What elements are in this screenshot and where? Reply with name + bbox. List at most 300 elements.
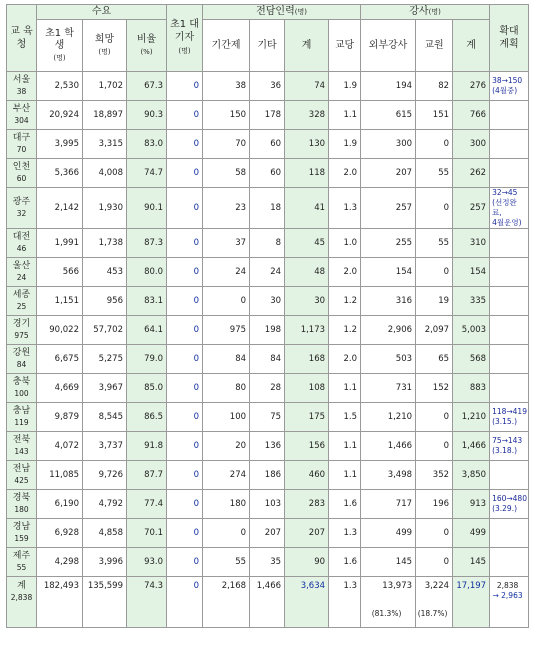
cell-tch: 196 [416,490,453,519]
cell-fixed: 150 [203,101,250,130]
cell-dratio: 1.1 [329,101,361,130]
cell-isum: 300 [453,130,490,159]
cell-tch: 55 [416,229,453,258]
cell-dsum: 156 [285,432,329,461]
cell-other: 103 [250,490,285,519]
total-fixed: 2,168 [203,577,250,628]
total-plan-b: → 2,963 [492,591,523,600]
cell-tch: 82 [416,72,453,101]
cell-isum: 5,003 [453,316,490,345]
region-name: 경남 [12,522,31,532]
cell-ext: 2,906 [361,316,416,345]
cell-hope: 3,315 [83,130,127,159]
cell-hope: 3,996 [83,548,127,577]
table-row [7,159,529,188]
table-total [7,577,529,628]
cell-plan [490,159,529,188]
cell-tch: 2,097 [416,316,453,345]
cell-fixed: 38 [203,72,250,101]
cell-plan [490,374,529,403]
cell-plan: 32→45 (선정완료, 4월운영) [490,188,529,229]
cell-plan [490,287,529,316]
cell-isum: 145 [453,548,490,577]
cell-fixed: 24 [203,258,250,287]
cell-plan [490,258,529,287]
cell-hope: 9,726 [83,461,127,490]
header-wait [167,5,203,72]
cell-dratio: 1.9 [329,72,361,101]
cell-dsum: 48 [285,258,329,287]
cell-isum: 766 [453,101,490,130]
cell-other: 75 [250,403,285,432]
cell-hope: 4,792 [83,490,127,519]
header-demand-ratio-label: 비율 [136,33,157,45]
cell-other: 30 [250,287,285,316]
row-region [7,159,37,188]
cell-fixed: 100 [203,403,250,432]
region-name: 서울 [12,75,31,85]
cell-elem: 1,991 [37,229,83,258]
cell-plan: 38→150 (4월중) [490,72,529,101]
cell-hope: 5,275 [83,345,127,374]
cell-isum: 310 [453,229,490,258]
cell-ratio: 87.3 [127,229,167,258]
header-instructor [361,5,490,20]
region-name: 부산 [12,104,31,114]
total-tch-cell [416,577,453,628]
total-dratio: 1.3 [329,577,361,628]
total-dsum: 3,634 [285,577,329,628]
region-name: 제주 [12,551,31,561]
cell-wait: 0 [167,101,203,130]
region-name: 충북 [12,377,31,387]
cell-dratio: 1.6 [329,490,361,519]
total-hope: 135,599 [83,577,127,628]
cell-ext: 316 [361,287,416,316]
cell-ratio: 91.8 [127,432,167,461]
header-ded-sum: 계 [285,20,329,72]
cell-ratio: 70.1 [127,519,167,548]
cell-plan [490,548,529,577]
cell-dsum: 108 [285,374,329,403]
cell-tch: 352 [416,461,453,490]
header-dedicated [203,5,361,20]
header-instructor-label: 강사 [409,6,429,17]
cell-elem: 20,924 [37,101,83,130]
cell-dsum: 118 [285,159,329,188]
cell-dsum: 41 [285,188,329,229]
region-name: 충남 [12,406,31,416]
cell-dratio: 2.0 [329,159,361,188]
region-name: 광주 [12,197,31,207]
cell-isum: 335 [453,287,490,316]
header-demand-hope-unit: (명) [98,47,111,56]
cell-isum: 262 [453,159,490,188]
cell-tch: 65 [416,345,453,374]
region-name: 전남 [12,464,31,474]
cell-ext: 194 [361,72,416,101]
region-name: 경북 [12,493,31,503]
header-dedicated-label: 전담인력 [256,6,295,17]
cell-ext: 154 [361,258,416,287]
cell-dratio: 1.0 [329,229,361,258]
cell-fixed: 80 [203,374,250,403]
cell-dsum: 30 [285,287,329,316]
cell-hope: 57,702 [83,316,127,345]
cell-other: 207 [250,519,285,548]
cell-ext: 717 [361,490,416,519]
region-name: 전북 [12,435,31,445]
cell-isum: 1,210 [453,403,490,432]
region-code: 119 [14,418,29,427]
table-row [7,403,529,432]
cell-dratio: 1.1 [329,432,361,461]
cell-fixed: 23 [203,188,250,229]
total-tch-pct: (18.7%) [417,609,448,618]
header-demand-elem-unit: (명) [53,53,66,62]
cell-isum: 1,466 [453,432,490,461]
cell-fixed: 58 [203,159,250,188]
cell-tch: 0 [416,432,453,461]
cell-dratio: 1.9 [329,130,361,159]
cell-fixed: 37 [203,229,250,258]
cell-elem: 9,879 [37,403,83,432]
total-tch: 3,224 [424,581,450,591]
region-code: 84 [16,360,27,369]
region-code: 425 [14,476,29,485]
total-isum: 17,197 [453,577,490,628]
cell-dratio: 1.3 [329,519,361,548]
total-elem: 182,493 [37,577,83,628]
plan-table-wrapper [6,4,528,628]
cell-tch: 0 [416,519,453,548]
table-row [7,519,529,548]
cell-elem: 2,142 [37,188,83,229]
cell-ratio: 67.3 [127,72,167,101]
header-ded-other: 기타 [250,20,285,72]
row-region [7,188,37,229]
table-row [7,258,529,287]
header-dedicated-unit: (명) [294,8,307,16]
table-row [7,229,529,258]
table-row [7,188,529,229]
cell-dratio: 2.0 [329,345,361,374]
cell-dsum: 207 [285,519,329,548]
row-region [7,374,37,403]
cell-isum: 913 [453,490,490,519]
cell-plan [490,316,529,345]
cell-ratio: 77.4 [127,490,167,519]
header-ins-teacher: 교원 [416,20,453,72]
table-row [7,101,529,130]
cell-hope: 4,858 [83,519,127,548]
cell-other: 60 [250,130,285,159]
cell-isum: 499 [453,519,490,548]
total-code: 2,838 [10,593,33,602]
cell-dratio: 1.6 [329,548,361,577]
cell-tch: 0 [416,403,453,432]
cell-ext: 731 [361,374,416,403]
cell-fixed: 70 [203,130,250,159]
header-ins-sum: 계 [453,20,490,72]
cell-other: 186 [250,461,285,490]
cell-dratio: 1.2 [329,287,361,316]
cell-wait: 0 [167,345,203,374]
cell-ratio: 83.0 [127,130,167,159]
table-row [7,345,529,374]
cell-fixed: 0 [203,287,250,316]
header-wait-unit: (명) [178,47,191,55]
header-demand-elem-label: 초1 학 생 [45,27,74,51]
cell-wait: 0 [167,188,203,229]
region-name: 대전 [12,232,31,242]
cell-elem: 4,298 [37,548,83,577]
cell-ext: 1,466 [361,432,416,461]
region-code: 70 [16,145,27,154]
region-name: 울산 [12,261,31,271]
cell-other: 35 [250,548,285,577]
cell-plan: 160→480 (3.29.) [490,490,529,519]
table-body [7,72,529,577]
cell-ratio: 93.0 [127,548,167,577]
cell-elem: 1,151 [37,287,83,316]
cell-fixed: 0 [203,519,250,548]
total-wait: 0 [167,577,203,628]
region-code: 100 [14,389,29,398]
table-row [7,461,529,490]
cell-dsum: 460 [285,461,329,490]
cell-ext: 207 [361,159,416,188]
cell-wait: 0 [167,403,203,432]
total-plan [490,577,529,628]
cell-dratio: 1.1 [329,374,361,403]
row-region [7,548,37,577]
cell-ratio: 90.1 [127,188,167,229]
cell-wait: 0 [167,461,203,490]
region-code: 55 [16,563,27,572]
row-region [7,101,37,130]
cell-elem: 90,022 [37,316,83,345]
cell-dsum: 74 [285,72,329,101]
cell-tch: 0 [416,548,453,577]
region-code: 180 [14,505,29,514]
table-row [7,72,529,101]
cell-wait: 0 [167,490,203,519]
cell-elem: 6,675 [37,345,83,374]
cell-tch: 0 [416,188,453,229]
cell-plan [490,345,529,374]
region-code: 32 [16,209,27,218]
cell-hope: 8,545 [83,403,127,432]
cell-tch: 55 [416,159,453,188]
cell-ratio: 90.3 [127,101,167,130]
row-region [7,345,37,374]
cell-plan [490,519,529,548]
row-region [7,229,37,258]
region-name: 대구 [12,133,31,143]
cell-other: 178 [250,101,285,130]
cell-ext: 255 [361,229,416,258]
cell-plan [490,130,529,159]
after-school-staffing-table [6,4,529,628]
cell-ratio: 86.5 [127,403,167,432]
table-row [7,316,529,345]
cell-dratio: 2.0 [329,258,361,287]
region-name: 인천 [12,162,31,172]
cell-ratio: 83.1 [127,287,167,316]
cell-wait: 0 [167,72,203,101]
cell-elem: 3,995 [37,130,83,159]
total-row [7,577,529,628]
cell-dsum: 328 [285,101,329,130]
total-plan-a: 2,838 [496,581,519,590]
region-code: 46 [16,244,27,253]
cell-other: 136 [250,432,285,461]
cell-dsum: 175 [285,403,329,432]
cell-wait: 0 [167,159,203,188]
cell-wait: 0 [167,258,203,287]
cell-dsum: 1,173 [285,316,329,345]
cell-wait: 0 [167,287,203,316]
cell-isum: 883 [453,374,490,403]
cell-elem: 4,669 [37,374,83,403]
cell-elem: 5,366 [37,159,83,188]
row-region [7,316,37,345]
header-demand-ratio [127,20,167,72]
cell-ext: 1,210 [361,403,416,432]
cell-isum: 276 [453,72,490,101]
region-code: 304 [14,116,29,125]
table-row [7,490,529,519]
cell-hope: 3,737 [83,432,127,461]
cell-isum: 568 [453,345,490,374]
row-region [7,403,37,432]
cell-wait: 0 [167,229,203,258]
cell-dsum: 168 [285,345,329,374]
cell-other: 84 [250,345,285,374]
cell-elem: 6,928 [37,519,83,548]
cell-hope: 1,702 [83,72,127,101]
header-region: 교 육 청 [7,5,37,72]
table-row [7,130,529,159]
header-demand-hope [83,20,127,72]
row-region [7,432,37,461]
header-instructor-unit: (명) [428,8,441,16]
cell-hope: 18,897 [83,101,127,130]
cell-elem: 6,190 [37,490,83,519]
cell-fixed: 20 [203,432,250,461]
table-row [7,374,529,403]
cell-ext: 3,498 [361,461,416,490]
row-region [7,287,37,316]
header-demand-hope-label: 희망 [94,33,115,45]
row-region [7,490,37,519]
cell-ext: 615 [361,101,416,130]
table-row [7,432,529,461]
cell-isum: 257 [453,188,490,229]
region-code: 143 [14,447,29,456]
cell-plan [490,229,529,258]
header-wait-label: 초1 대 기자 [170,19,199,43]
cell-plan: 75→143 (3.18.) [490,432,529,461]
cell-tch: 152 [416,374,453,403]
cell-dsum: 45 [285,229,329,258]
cell-wait: 0 [167,432,203,461]
cell-dsum: 130 [285,130,329,159]
table-row [7,287,529,316]
cell-wait: 0 [167,548,203,577]
cell-dratio: 1.2 [329,316,361,345]
cell-other: 36 [250,72,285,101]
cell-dsum: 90 [285,548,329,577]
cell-plan [490,461,529,490]
cell-ext: 300 [361,130,416,159]
cell-wait: 0 [167,519,203,548]
cell-ratio: 87.7 [127,461,167,490]
cell-elem: 2,530 [37,72,83,101]
cell-dratio: 1.3 [329,188,361,229]
cell-ratio: 64.1 [127,316,167,345]
cell-hope: 956 [83,287,127,316]
cell-hope: 1,738 [83,229,127,258]
cell-ratio: 85.0 [127,374,167,403]
cell-fixed: 55 [203,548,250,577]
region-name: 경기 [12,319,31,329]
cell-isum: 154 [453,258,490,287]
cell-ratio: 79.0 [127,345,167,374]
cell-dsum: 283 [285,490,329,519]
cell-hope: 3,967 [83,374,127,403]
region-name: 세종 [12,290,31,300]
cell-tch: 0 [416,130,453,159]
cell-other: 8 [250,229,285,258]
total-ratio: 74.3 [127,577,167,628]
cell-hope: 1,930 [83,188,127,229]
cell-fixed: 180 [203,490,250,519]
row-region [7,72,37,101]
cell-hope: 4,008 [83,159,127,188]
cell-dratio: 1.5 [329,403,361,432]
total-region [7,577,37,628]
header-demand-elem [37,20,83,72]
cell-ratio: 74.7 [127,159,167,188]
cell-ratio: 80.0 [127,258,167,287]
cell-tch: 151 [416,101,453,130]
row-region [7,130,37,159]
cell-tch: 19 [416,287,453,316]
cell-ext: 499 [361,519,416,548]
cell-fixed: 84 [203,345,250,374]
cell-plan: 118→419 (3.15.) [490,403,529,432]
region-code: 25 [16,302,27,311]
cell-other: 198 [250,316,285,345]
cell-other: 28 [250,374,285,403]
cell-wait: 0 [167,316,203,345]
total-ext-cell [361,577,416,628]
region-code: 24 [16,273,27,282]
total-other: 1,466 [250,577,285,628]
cell-elem: 11,085 [37,461,83,490]
cell-elem: 566 [37,258,83,287]
region-name: 강원 [12,348,31,358]
cell-fixed: 975 [203,316,250,345]
cell-plan [490,101,529,130]
cell-isum: 3,850 [453,461,490,490]
header-demand-ratio-unit: (%) [140,47,153,56]
cell-wait: 0 [167,130,203,159]
header-ded-ratio: 교당 [329,20,361,72]
total-name: 계 [17,581,26,591]
